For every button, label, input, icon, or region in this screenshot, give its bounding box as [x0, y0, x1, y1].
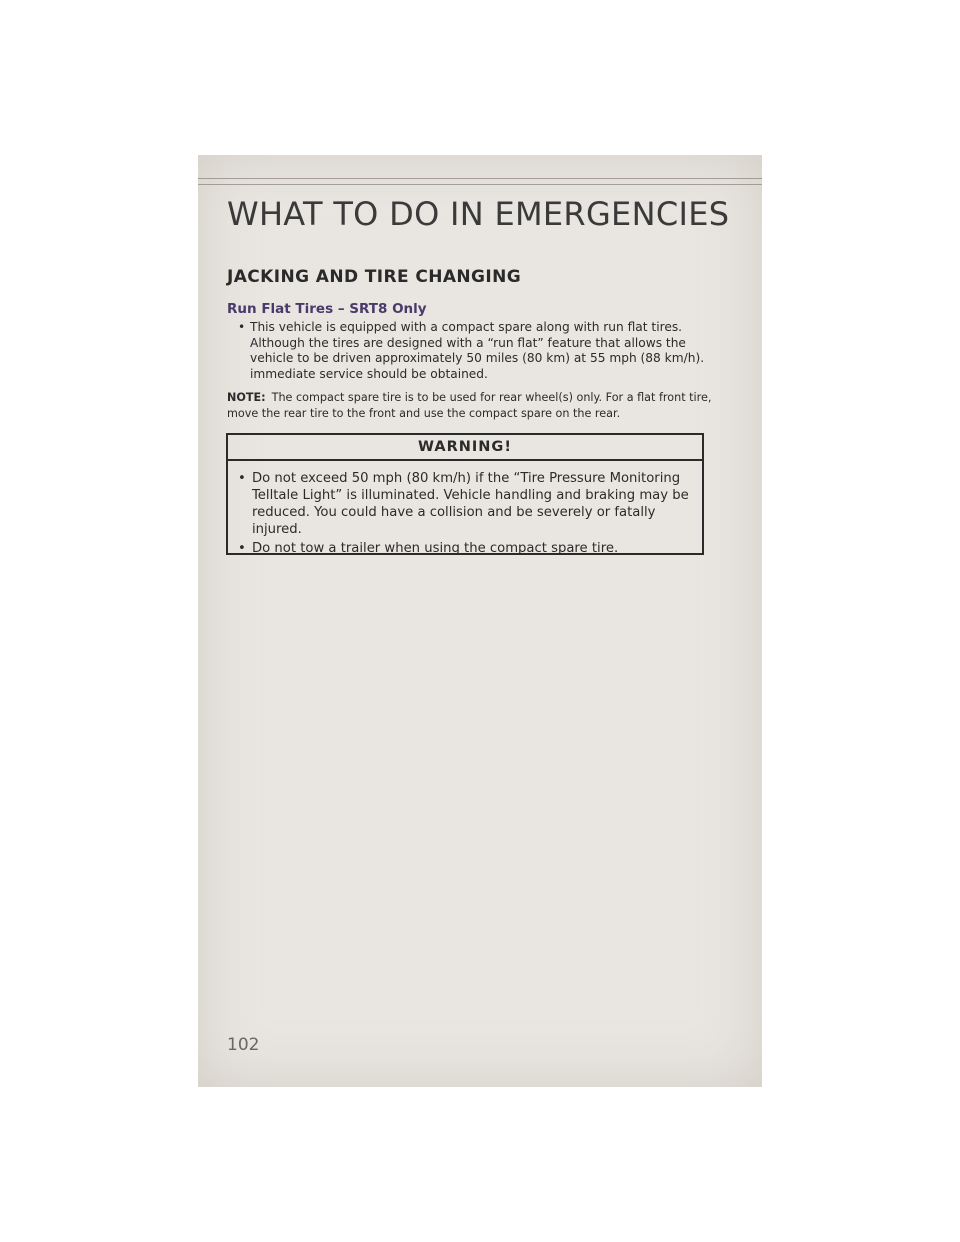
bullet-icon: •	[238, 541, 246, 556]
note-label: NOTE:	[227, 391, 266, 404]
note-text: The compact spare tire is to be used for rear wheel(s) only. For a flat front tire, move the rear tire to the front and use the compact spare on the rear.	[227, 391, 712, 420]
bullet-list	[238, 320, 718, 382]
warning-title: WARNING!	[228, 435, 702, 461]
header-rule-top	[198, 178, 762, 179]
list-item	[238, 320, 718, 382]
page-number: 102	[227, 1035, 260, 1055]
chapter-title: WHAT TO DO IN EMERGENCIES	[227, 195, 730, 233]
bullet-icon: •	[238, 320, 246, 334]
list-item	[238, 540, 694, 557]
bullet-text: This vehicle is equipped with a compact spare along with run flat tires. Although the tires are designed with a “run flat” feature that allows the vehicle to be driven approximately 50 miles (80 km) at 55 mph (88 km/h). immediate service should be obtained.	[250, 320, 705, 381]
bullet-icon: •	[238, 471, 246, 486]
warning-text: Do not tow a trailer when using the compact spare tire.	[252, 541, 619, 556]
warning-text: Do not exceed 50 mph (80 km/h) if the “Tire Pressure Monitoring Telltale Light” is illuminated. Vehicle handling and braking may be reduced. You could have a collision and be severely or fatally injured.	[252, 471, 689, 537]
warning-list	[228, 461, 702, 557]
note	[227, 390, 727, 422]
subheading: Run Flat Tires – SRT8 Only	[227, 301, 427, 317]
list-item	[238, 470, 694, 538]
manual-page	[198, 155, 762, 1087]
header-rule-bottom	[198, 184, 762, 185]
section-heading: JACKING AND TIRE CHANGING	[227, 267, 522, 287]
warning-box	[226, 433, 704, 555]
